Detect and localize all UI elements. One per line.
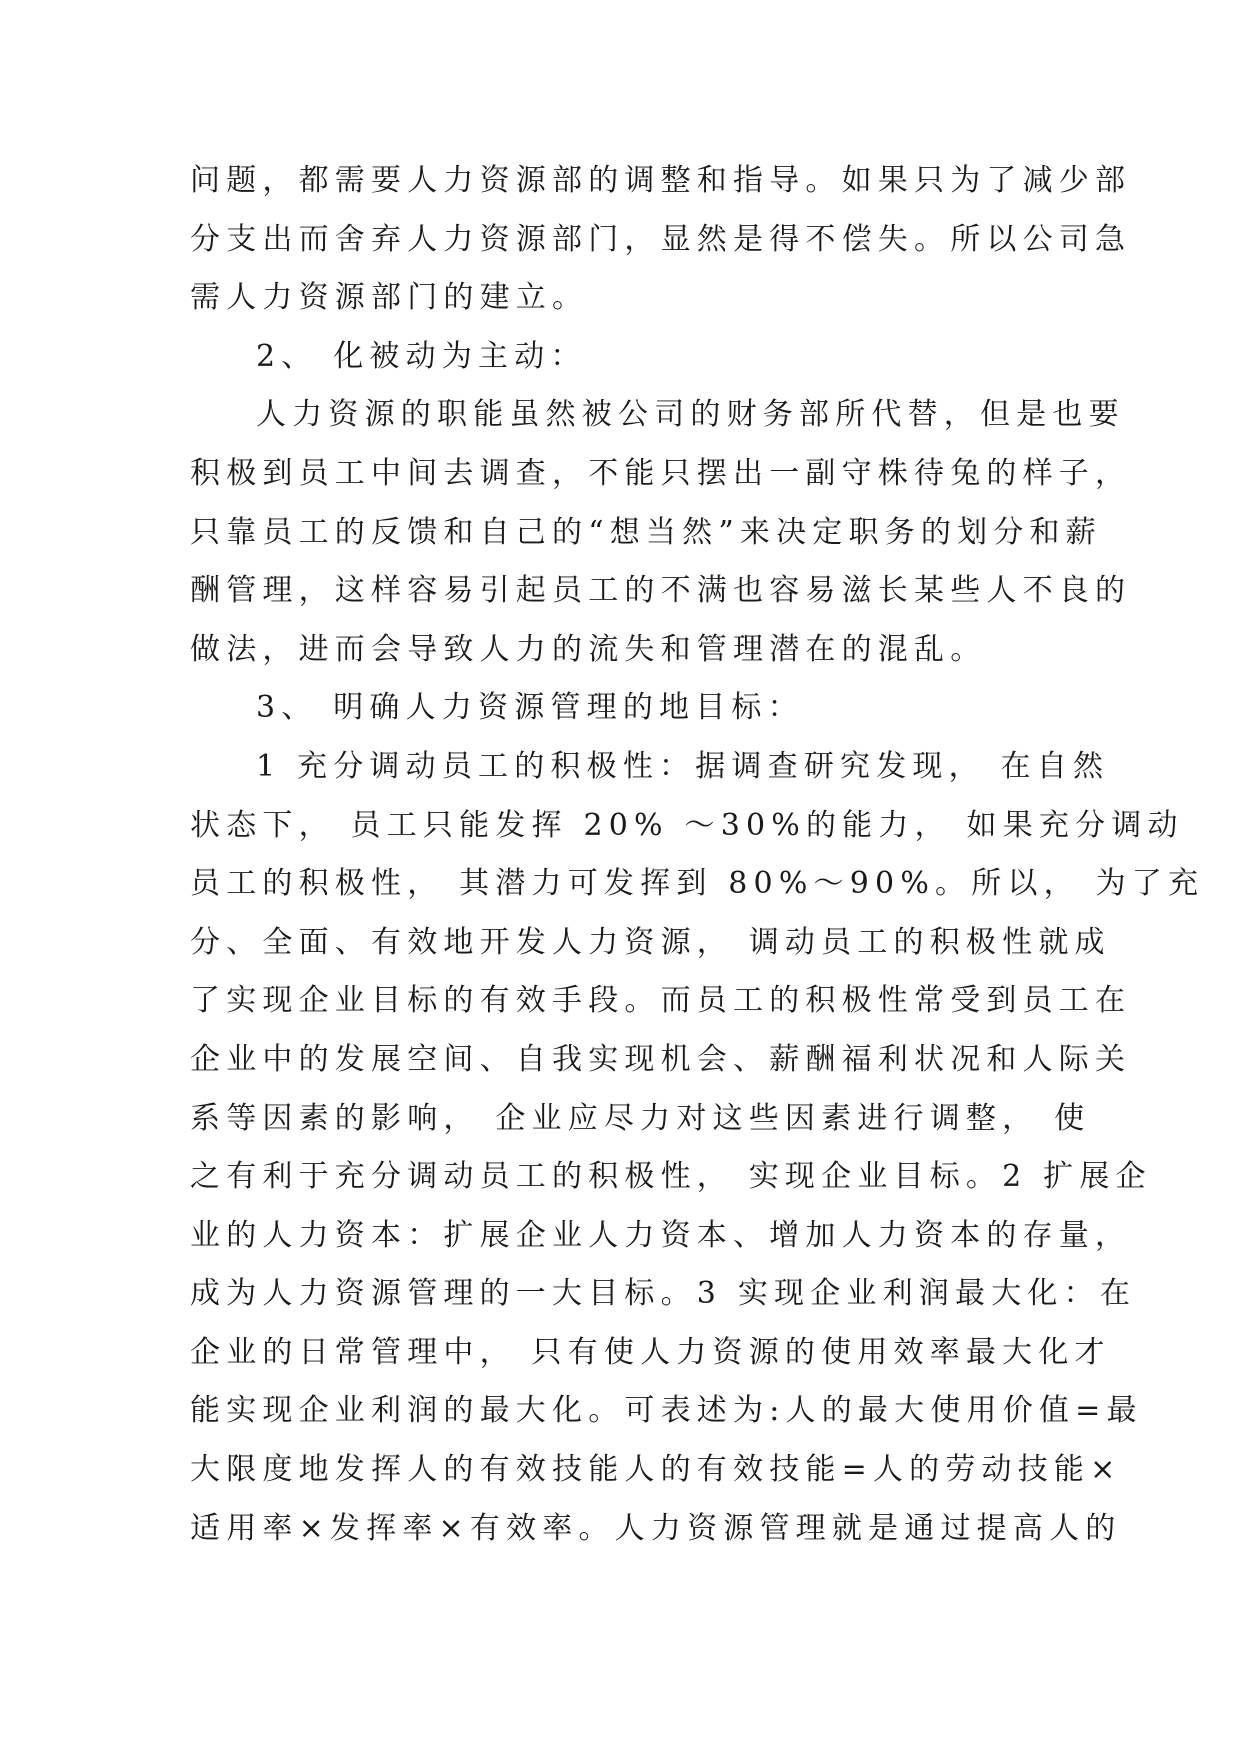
text-line: 只靠员工的反馈和自己的“想当然”来决定职务的划分和薪 [190, 514, 1102, 550]
text-line: 分、全面、有效地开发人力资源， 调动员工的积极性就成 [190, 924, 1111, 960]
text-line: 企业中的发展空间、自我实现机会、薪酬福利状况和人际关 [190, 1041, 1132, 1077]
text-line: 1 充分调动员工的积极性：据调查研究发现， 在自然 [256, 748, 1110, 784]
text-line: 适用率×发挥率×有效率。人力资源管理就是通过提高人的 [190, 1510, 1122, 1546]
document-body [190, 152, 1205, 1558]
text-line: 分支出而舍弃人力资源部门，显然是得不偿失。所以公司急 [190, 221, 1132, 257]
text-line: 问题，都需要人力资源部的调整和指导。如果只为了减少部 [190, 163, 1132, 198]
text-line: 积极到员工中间去调查，不能只摆出一副守株待兔的样子， [190, 455, 1132, 491]
text-line: 企业的日常管理中， 只有使人力资源的使用效率最大化才 [190, 1334, 1111, 1370]
text-line: 员工的积极性， 其潜力可发挥到 80%～90%。所以， 为了充 [190, 866, 1205, 902]
text-line: 需人力资源部门的建立。 [190, 280, 589, 316]
text-line: 系等因素的影响， 企业应尽力对这些因素进行调整， 使 [190, 1100, 1091, 1136]
text-line: 3、 明确人力资源管理的地目标： [256, 690, 804, 726]
text-line: 成为人力资源管理的一大目标。3 实现企业利润最大化：在 [190, 1276, 1137, 1312]
text-line: 2、 化被动为主动： [256, 338, 587, 374]
text-line: 人力资源的职能虽然被公司的财务部所代替，但是也要 [256, 397, 1125, 433]
text-line: 做法，进而会导致人力的流失和管理潜在的混乱。 [190, 631, 987, 667]
text-line: 状态下， 员工只能发挥 20% ～30%的能力， 如果充分调动 [190, 807, 1184, 843]
text-line: 业的人力资本：扩展企业人力资本、增加人力资本的存量， [190, 1217, 1132, 1253]
text-line: 能实现企业利润的最大化。可表述为:人的最大使用价值=最 [190, 1393, 1143, 1429]
text-line: 了实现企业目标的有效手段。而员工的积极性常受到员工在 [190, 983, 1132, 1019]
text-line: 酬管理，这样容易引起员工的不满也容易滋长某些人不良的 [190, 573, 1132, 609]
text-line: 大限度地发挥人的有效技能人的有效技能=人的劳动技能× [190, 1452, 1122, 1488]
text-line: 之有利于充分调动员工的积极性， 实现企业目标。2 扩展企 [190, 1159, 1152, 1195]
